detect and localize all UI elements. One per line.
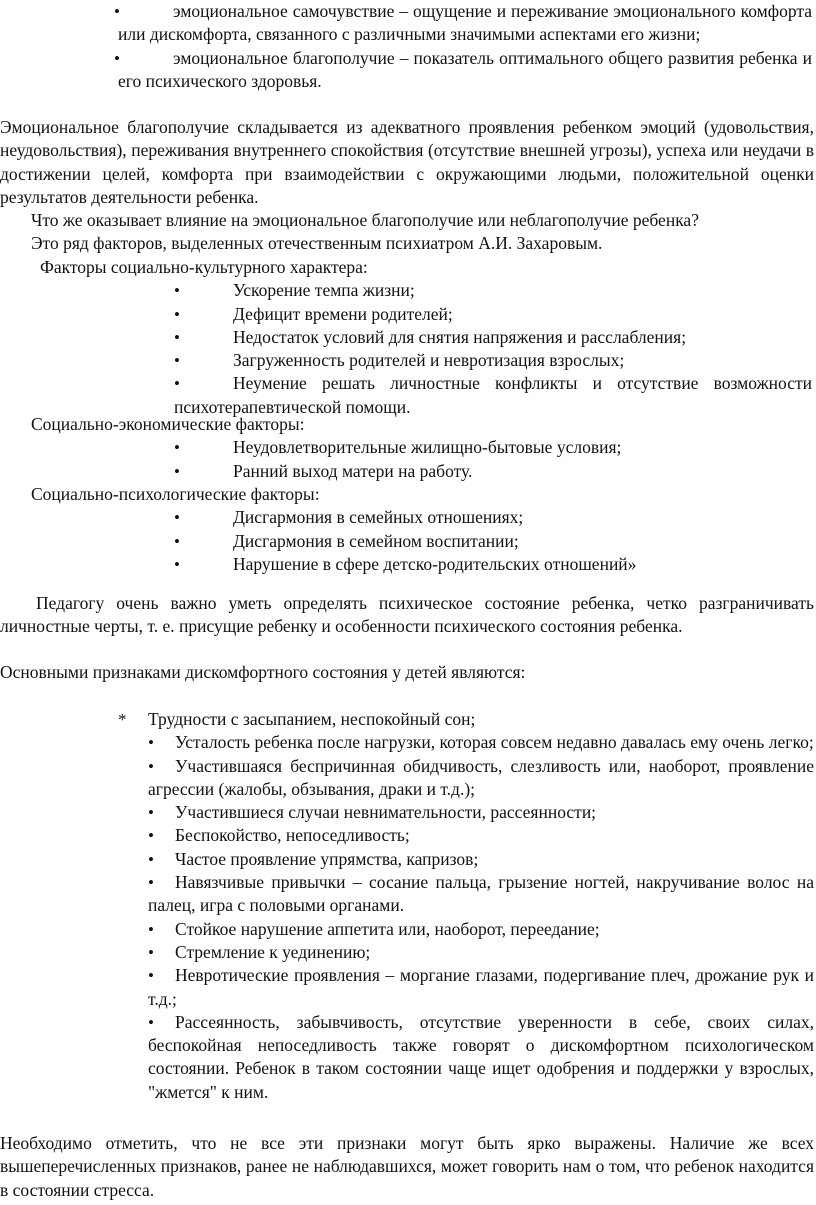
list-item — [0, 349, 816, 372]
bullet-icon: • — [174, 327, 180, 347]
list-item — [0, 303, 816, 326]
list-item-text: Невротические проявления – моргание глазами, подергивание плеч, дрожание рук и т.д.; — [148, 965, 814, 1009]
list-item — [0, 731, 816, 754]
list-item — [0, 755, 816, 802]
list-item — [0, 0, 816, 47]
bullet-icon: • — [174, 554, 180, 574]
list-item-text: Частое проявление упрямства, капризов; — [175, 848, 479, 869]
list-item — [0, 1011, 816, 1104]
bullet-icon: • — [148, 1012, 154, 1032]
bullet-icon: • — [148, 826, 154, 846]
list-item — [0, 871, 816, 918]
list-item-text: Трудности с засыпанием, неспокойный сон; — [148, 709, 476, 729]
bullet-icon: • — [148, 803, 154, 823]
intro-bullet-list — [0, 0, 816, 93]
factors-intro: Это ряд факторов, выделенных отечественным психиатром А.И. Захаровым. — [31, 233, 603, 253]
signs-list — [0, 708, 816, 1104]
signs-intro: Основными признаками дискомфортного состояния у детей являются: — [0, 662, 526, 682]
list-item-text: Неумение решать личностные конфликты и отсутствие возможности психотерапевтической помощи. — [174, 373, 812, 417]
list-item-text: Стойкое нарушение аппетита или, наоборот, переедание; — [175, 918, 600, 939]
list-item — [0, 918, 816, 941]
list-item — [0, 506, 816, 529]
bullet-icon: • — [148, 849, 154, 869]
list-item — [0, 941, 816, 964]
question-line: Что же оказывает влияние на эмоциональное благополучие или неблагополучие ребенка? — [31, 210, 699, 230]
bullet-icon: • — [114, 2, 120, 21]
list-item-text: Загруженность родителей и невротизация взрослых; — [233, 350, 625, 371]
list-item — [0, 848, 816, 871]
list-item-text: Беспокойство, непоседливость; — [175, 825, 410, 846]
list-item-text: Участившаяся беспричинная обидчивость, слезливость или, наоборот, проявление агрессии (жалобы, обзывания, драки и т.д.); — [148, 755, 814, 799]
list-item-text: Дисгармония в семейных отношениях; — [233, 507, 524, 528]
list-item — [0, 553, 816, 576]
list-item-text: Навязчивые привычки – сосание пальца, грызение ногтей, накручивание волос на палец, игра с половыми органами. — [148, 872, 814, 916]
bullet-icon: • — [148, 733, 154, 753]
list-item — [0, 279, 816, 302]
list-item — [0, 824, 816, 847]
paragraph-teacher: Педагогу очень важно уметь определять психическое состояние ребенка, четко разграничивать личностные черты, т. е. присущие ребенку и особенности психического состояния ребенка. — [0, 593, 814, 637]
list-item-text: Недостаток условий для снятия напряжения и расслабления; — [233, 326, 687, 347]
list-item-text: Нарушение в сфере детско-родительских отношений» — [233, 553, 637, 574]
list-item-text: Участившиеся случаи невнимательности, рассеянности; — [175, 802, 597, 823]
list-item-text: Стремление к уединению; — [175, 941, 371, 962]
list-item-text: Усталость ребенка после нагрузки, которая совсем недавно давалась ему очень легко; — [175, 732, 814, 753]
bullet-icon: • — [114, 48, 120, 68]
bullet-icon: • — [148, 756, 154, 776]
bullet-icon: • — [174, 281, 180, 301]
bullet-icon: • — [148, 942, 154, 962]
bullet-icon: • — [148, 966, 154, 986]
list-item-text: эмоциональное благополучие – показатель оптимального общего развития ребенка и его психического здоровья. — [118, 47, 812, 91]
bullet-icon: • — [148, 919, 154, 939]
bullet-icon: • — [174, 304, 180, 324]
factor-group-title: Факторы социально-культурного характера: — [40, 257, 368, 277]
list-item-text: Рассеянность, забывчивость, отсутствие уверенности в себе, своих силах, беспокойная непоседливость также говорят о дискомфортном психологическом состоянии. Ребенок в таком состоянии чаще ищет одобрения и поддержки у взрослых, "жмется" к ним. — [148, 1011, 814, 1102]
paragraph-emotional-wellbeing: Эмоциональное благополучие складывается из адекватного проявления ребенком эмоций (удовольствия, неудовольствия), переживания внутреннего спокойствия (отсутствие внешней угрозы), успеха или неудачи в достижении целей, комфорта при взаимодействии с окружающими людьми, положительной оценки результатов деятельности ребенка. — [0, 117, 814, 207]
bullet-icon: • — [174, 374, 180, 394]
list-item-text: Дисгармония в семейном воспитании; — [233, 530, 519, 551]
list-item — [0, 436, 816, 459]
bullet-icon: • — [174, 438, 180, 458]
factor-group-title: Социально-экономические факторы: — [31, 414, 305, 434]
factor-group-sociocultural — [0, 256, 816, 419]
bullet-icon: • — [174, 351, 180, 371]
list-item — [0, 460, 816, 483]
list-item — [0, 326, 816, 349]
list-item-text: Ускорение темпа жизни; — [233, 280, 415, 301]
list-item — [0, 964, 816, 1011]
list-item-text: Ранний выход матери на работу. — [233, 460, 473, 481]
bullet-icon: • — [174, 508, 180, 528]
list-item — [0, 708, 816, 731]
list-item-text: эмоциональное самочувствие – ощущение и переживание эмоционального комфорта или дискомфорта, связанного с различными значимыми аспектами его жизни; — [118, 1, 812, 45]
factor-group-sociopsychological — [0, 483, 816, 576]
list-item-text: Дефицит времени родителей; — [233, 303, 453, 324]
asterisk-icon: * — [118, 710, 127, 729]
bullet-icon: • — [174, 531, 180, 551]
list-item — [0, 47, 816, 94]
factor-group-title: Социально-психологические факторы: — [31, 484, 320, 504]
list-item-text: Неудовлетворительные жилищно-бытовые условия; — [233, 437, 622, 458]
factor-group-socioeconomic — [0, 413, 816, 483]
list-item — [0, 530, 816, 553]
bullet-icon: • — [174, 461, 180, 481]
bullet-icon: • — [148, 873, 154, 893]
paragraph-conclusion: Необходимо отметить, что не все эти признаки могут быть ярко выражены. Наличие же всех вышеперечисленных признаков, ранее не наблюдавшихся, может говорить нам о том, что ребенок находится в состоянии стресса. — [0, 1133, 814, 1200]
list-item — [0, 801, 816, 824]
